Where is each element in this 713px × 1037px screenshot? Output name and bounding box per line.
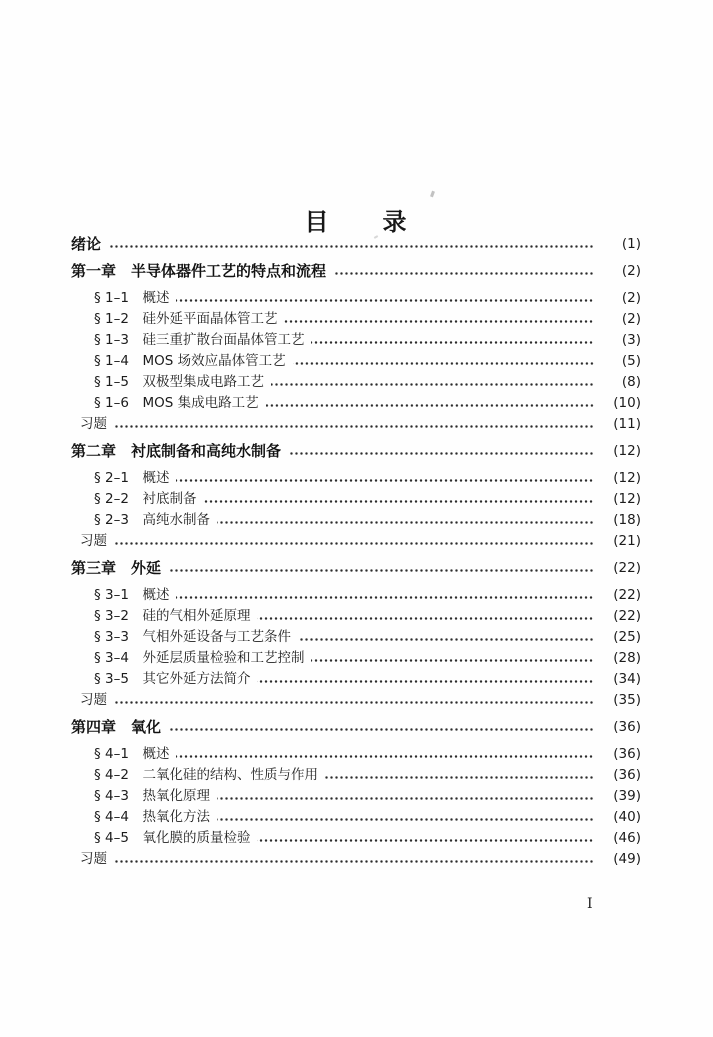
toc-entry-page: (18) bbox=[613, 512, 641, 528]
toc-entry-page: (36) bbox=[613, 719, 641, 735]
dot-leader-icon bbox=[311, 340, 594, 345]
toc-entry-label: § 1–1 概述 bbox=[94, 290, 170, 306]
toc-entry-page: (36) bbox=[613, 746, 641, 762]
toc-entry-label: 绪论 bbox=[71, 235, 102, 253]
toc-entry bbox=[71, 510, 641, 531]
toc-entry-label: § 1–3 硅三重扩散台面晶体管工艺 bbox=[94, 332, 305, 348]
toc-entry-page: (22) bbox=[613, 560, 641, 576]
dot-leader-icon bbox=[176, 478, 594, 483]
toc-entry-label: § 1–4 MOS 场效应晶体管工艺 bbox=[94, 353, 286, 369]
toc-entry-page: (39) bbox=[613, 788, 641, 804]
dot-leader-icon bbox=[176, 595, 594, 600]
toc-entry-label: § 4–1 概述 bbox=[94, 746, 170, 762]
toc-entry-label: § 1–6 MOS 集成电路工艺 bbox=[94, 395, 259, 411]
toc-entry bbox=[71, 828, 641, 849]
toc-entry-page: (34) bbox=[613, 671, 641, 687]
toc-entry-page: (12) bbox=[613, 470, 641, 486]
toc-entry-page: (12) bbox=[613, 491, 641, 507]
dot-leader-icon bbox=[325, 775, 594, 780]
toc-entry-label: § 2–1 概述 bbox=[94, 470, 170, 486]
toc-entry bbox=[71, 849, 641, 870]
toc-entry-page: (46) bbox=[613, 830, 641, 846]
dot-leader-icon bbox=[114, 859, 594, 864]
toc-entry-page: (2) bbox=[621, 263, 641, 279]
dot-leader-icon bbox=[333, 271, 594, 276]
toc-entry-page: (21) bbox=[613, 533, 641, 549]
dot-leader-icon bbox=[114, 541, 594, 546]
page-title: 目 录 bbox=[304, 208, 409, 237]
toc-entry bbox=[71, 807, 641, 828]
toc-entry bbox=[71, 717, 641, 738]
toc-entry bbox=[71, 648, 641, 669]
toc-entry-page: (25) bbox=[613, 629, 641, 645]
toc-entry bbox=[71, 372, 641, 393]
toc-entry-page: (49) bbox=[613, 851, 641, 867]
dot-leader-icon bbox=[168, 727, 594, 732]
dot-leader-icon bbox=[257, 679, 594, 684]
dot-leader-icon bbox=[311, 658, 594, 663]
toc-entry-page: (36) bbox=[613, 767, 641, 783]
toc-entry bbox=[71, 261, 641, 282]
toc-entry bbox=[71, 414, 641, 435]
toc-entry-page: (12) bbox=[613, 443, 641, 459]
page-number: I bbox=[587, 896, 593, 912]
toc-entry bbox=[71, 627, 641, 648]
toc-entry-label: § 3–2 硅的气相外延原理 bbox=[94, 608, 251, 624]
dot-leader-icon bbox=[298, 637, 594, 642]
dot-leader-icon bbox=[168, 568, 594, 573]
toc-entry-label: § 1–5 双极型集成电路工艺 bbox=[94, 374, 264, 390]
toc-list bbox=[71, 234, 641, 870]
toc-entry bbox=[71, 765, 641, 786]
toc-entry bbox=[71, 744, 641, 765]
toc-entry-page: (11) bbox=[613, 416, 641, 432]
toc-entry bbox=[71, 393, 641, 414]
dot-leader-icon bbox=[114, 424, 594, 429]
toc-entry-label: 习题 bbox=[80, 533, 107, 549]
toc-entry-page: (35) bbox=[613, 692, 641, 708]
dot-leader-icon bbox=[203, 499, 594, 504]
toc-entry-page: (3) bbox=[621, 332, 641, 348]
dot-leader-icon bbox=[257, 616, 594, 621]
toc-entry-label: § 2–2 衬底制备 bbox=[94, 491, 197, 507]
toc-entry bbox=[71, 468, 641, 489]
toc-entry-label: 第三章 外延 bbox=[71, 559, 162, 577]
toc-entry-label: 第二章 衬底制备和高纯水制备 bbox=[71, 442, 282, 460]
dot-leader-icon bbox=[293, 361, 594, 366]
toc-entry bbox=[71, 690, 641, 711]
toc-entry-label: § 1–2 硅外延平面晶体管工艺 bbox=[94, 311, 278, 327]
toc-entry-label: 第一章 半导体器件工艺的特点和流程 bbox=[71, 262, 327, 280]
toc-entry-page: (28) bbox=[613, 650, 641, 666]
toc-entry-page: (22) bbox=[613, 608, 641, 624]
toc-entry-label: § 3–5 其它外延方法简介 bbox=[94, 671, 251, 687]
toc-entry-label: 习题 bbox=[80, 851, 107, 867]
toc-entry-label: § 3–3 气相外延设备与工艺条件 bbox=[94, 629, 291, 645]
toc-entry-label: 第四章 氧化 bbox=[71, 718, 162, 736]
toc-entry-page: (2) bbox=[621, 311, 641, 327]
toc-entry-label: § 4–2 二氧化硅的结构、性质与作用 bbox=[94, 767, 318, 783]
toc-entry bbox=[71, 585, 641, 606]
dot-leader-icon bbox=[217, 520, 594, 525]
toc-entry-label: § 2–3 高纯水制备 bbox=[94, 512, 210, 528]
toc-entry bbox=[71, 309, 641, 330]
toc-entry bbox=[71, 786, 641, 807]
toc-entry-label: § 4–4 热氧化方法 bbox=[94, 809, 210, 825]
toc-entry-page: (8) bbox=[621, 374, 641, 390]
toc-entry-page: (22) bbox=[613, 587, 641, 603]
dot-leader-icon bbox=[266, 403, 594, 408]
toc-entry bbox=[71, 330, 641, 351]
scan-speck bbox=[430, 191, 435, 198]
toc-entry bbox=[71, 606, 641, 627]
toc-entry bbox=[71, 288, 641, 309]
toc-entry-page: (5) bbox=[621, 353, 641, 369]
toc-entry-label: § 3–1 概述 bbox=[94, 587, 170, 603]
toc-entry bbox=[71, 234, 641, 255]
toc-entry-page: (40) bbox=[613, 809, 641, 825]
toc-entry bbox=[71, 531, 641, 552]
toc-entry-page: (10) bbox=[613, 395, 641, 411]
toc-entry-label: § 4–3 热氧化原理 bbox=[94, 788, 210, 804]
dot-leader-icon bbox=[176, 754, 594, 759]
toc-entry-page: (2) bbox=[621, 290, 641, 306]
toc-entry-label: 习题 bbox=[80, 692, 107, 708]
toc-entry bbox=[71, 558, 641, 579]
toc-entry-label: § 4–5 氧化膜的质量检验 bbox=[94, 830, 251, 846]
toc-entry-label: § 3–4 外延层质量检验和工艺控制 bbox=[94, 650, 305, 666]
toc-entry bbox=[71, 441, 641, 462]
dot-leader-icon bbox=[217, 817, 594, 822]
dot-leader-icon bbox=[114, 700, 594, 705]
dot-leader-icon bbox=[257, 838, 594, 843]
dot-leader-icon bbox=[217, 796, 594, 801]
toc-entry bbox=[71, 489, 641, 510]
dot-leader-icon bbox=[176, 298, 594, 303]
toc-entry bbox=[71, 669, 641, 690]
toc-entry bbox=[71, 351, 641, 372]
dot-leader-icon bbox=[271, 382, 594, 387]
dot-leader-icon bbox=[288, 451, 594, 456]
dot-leader-icon bbox=[108, 244, 594, 249]
dot-leader-icon bbox=[284, 319, 594, 324]
toc-entry-page: (1) bbox=[621, 236, 641, 252]
toc-entry-label: 习题 bbox=[80, 416, 107, 432]
